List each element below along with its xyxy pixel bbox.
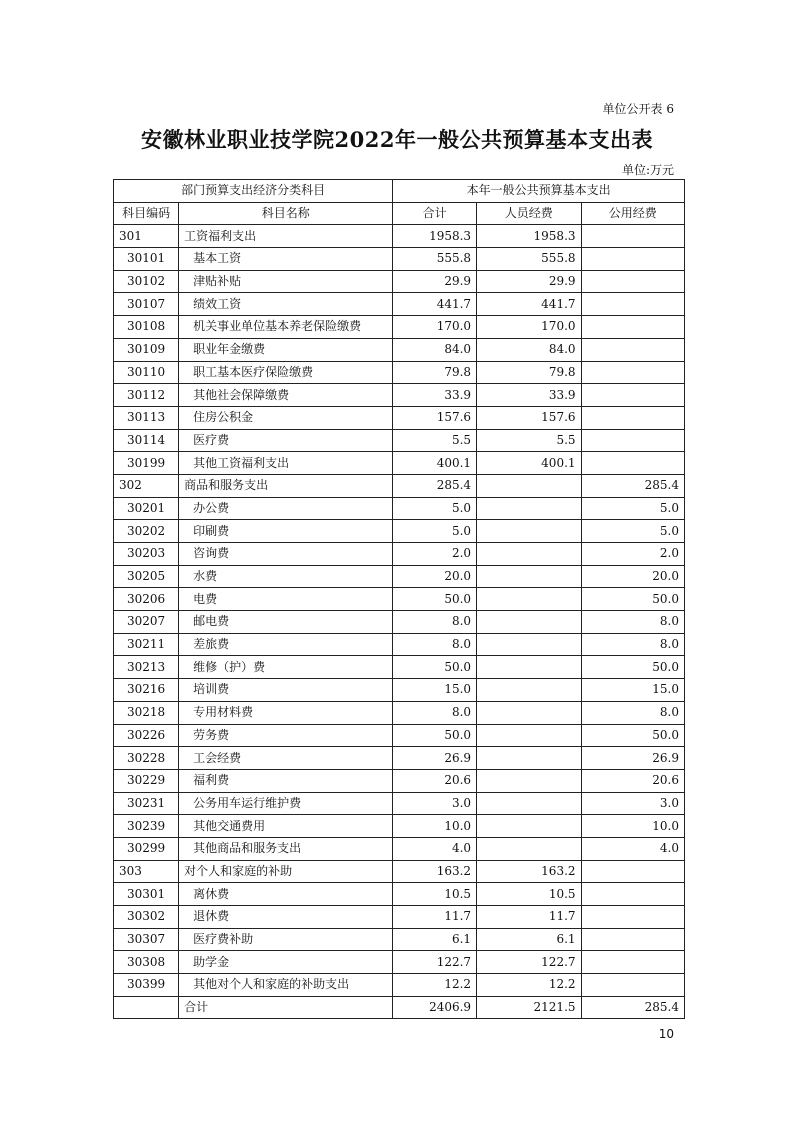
cell-name: 福利费 (179, 769, 393, 792)
cell-public: 8.0 (581, 633, 684, 656)
cell-public: 2.0 (581, 543, 684, 566)
table-row (114, 883, 685, 906)
page-number: 10 (658, 1027, 674, 1041)
cell-personnel (477, 588, 581, 611)
table-row (114, 860, 685, 883)
cell-personnel (477, 656, 581, 679)
cell-total: 5.5 (393, 429, 477, 452)
table-row (114, 928, 685, 951)
cell-public: 3.0 (581, 792, 684, 815)
cell-public: 15.0 (581, 679, 684, 702)
table-row (114, 338, 685, 361)
table-body (114, 225, 685, 996)
cell-personnel: 157.6 (477, 406, 581, 429)
table-row (114, 361, 685, 384)
cell-total: 157.6 (393, 406, 477, 429)
cell-total: 50.0 (393, 724, 477, 747)
cell-name: 公务用车运行维护费 (179, 792, 393, 815)
cell-code: 30201 (114, 497, 179, 520)
cell-code: 30112 (114, 384, 179, 407)
cell-code: 30308 (114, 951, 179, 974)
table-row (114, 611, 685, 634)
cell-total: 400.1 (393, 452, 477, 475)
cell-total: 122.7 (393, 951, 477, 974)
table-row (114, 792, 685, 815)
cell-code: 30203 (114, 543, 179, 566)
header-classification: 部门预算支出经济分类科目 (114, 180, 393, 203)
cell-personnel (477, 837, 581, 860)
cell-name: 差旅费 (179, 633, 393, 656)
cell-public (581, 293, 684, 316)
cell-total: 79.8 (393, 361, 477, 384)
cell-public: 285.4 (581, 474, 684, 497)
header-code: 科目编码 (114, 202, 179, 225)
table-row (114, 474, 685, 497)
cell-personnel (477, 633, 581, 656)
cell-total: 15.0 (393, 679, 477, 702)
cell-public (581, 951, 684, 974)
cell-total: 10.0 (393, 815, 477, 838)
cell-personnel: 170.0 (477, 316, 581, 339)
cell-code: 303 (114, 860, 179, 883)
cell-total: 84.0 (393, 338, 477, 361)
table-row (114, 588, 685, 611)
budget-table (113, 179, 685, 1019)
cell-name: 工会经费 (179, 747, 393, 770)
cell-name: 工资福利支出 (179, 225, 393, 248)
cell-public: 20.6 (581, 769, 684, 792)
cell-personnel: 1958.3 (477, 225, 581, 248)
cell-total: 6.1 (393, 928, 477, 951)
table-row (114, 633, 685, 656)
cell-name: 印刷费 (179, 520, 393, 543)
table-row (114, 656, 685, 679)
cell-total: 2.0 (393, 543, 477, 566)
cell-personnel: 400.1 (477, 452, 581, 475)
cell-code: 30205 (114, 565, 179, 588)
cell-name: 基本工资 (179, 248, 393, 271)
totals-row (114, 996, 685, 1019)
cell-personnel (477, 769, 581, 792)
cell-total: 29.9 (393, 270, 477, 293)
header-basic-expenditure: 本年一般公共预算基本支出 (393, 180, 685, 203)
cell-personnel: 33.9 (477, 384, 581, 407)
cell-code: 30213 (114, 656, 179, 679)
cell-public (581, 860, 684, 883)
cell-code: 30206 (114, 588, 179, 611)
cell-public (581, 906, 684, 929)
cell-code: 301 (114, 225, 179, 248)
table-row (114, 248, 685, 271)
cell-total: 5.0 (393, 520, 477, 543)
cell-name: 津贴补贴 (179, 270, 393, 293)
cell-personnel (477, 792, 581, 815)
table-row (114, 520, 685, 543)
table-row (114, 543, 685, 566)
cell-personnel (477, 747, 581, 770)
cell-total: 285.4 (393, 474, 477, 497)
cell-public (581, 248, 684, 271)
cell-public (581, 429, 684, 452)
cell-code: 30207 (114, 611, 179, 634)
cell-public (581, 316, 684, 339)
cell-personnel: 11.7 (477, 906, 581, 929)
cell-name: 助学金 (179, 951, 393, 974)
table-row (114, 974, 685, 997)
table-number-note: 单位公开表 6 (602, 102, 674, 116)
table-row (114, 497, 685, 520)
cell-name: 专用材料费 (179, 701, 393, 724)
cell-name: 职工基本医疗保险缴费 (179, 361, 393, 384)
header-public: 公用经费 (581, 202, 684, 225)
cell-name: 其他对个人和家庭的补助支出 (179, 974, 393, 997)
cell-name: 培训费 (179, 679, 393, 702)
table-row (114, 429, 685, 452)
table-row (114, 906, 685, 929)
page-title: 安徽林业职业技学院2022年一般公共预算基本支出表 (141, 127, 653, 152)
header-name: 科目名称 (179, 202, 393, 225)
cell-public (581, 384, 684, 407)
cell-name: 绩效工资 (179, 293, 393, 316)
table-row (114, 679, 685, 702)
header-column-row (114, 202, 685, 225)
cell-code: 30199 (114, 452, 179, 475)
table-row (114, 384, 685, 407)
cell-public (581, 270, 684, 293)
cell-public: 50.0 (581, 588, 684, 611)
cell-code: 30109 (114, 338, 179, 361)
table-row (114, 452, 685, 475)
table-row (114, 724, 685, 747)
cell-personnel: 163.2 (477, 860, 581, 883)
cell-name: 劳务费 (179, 724, 393, 747)
cell-name: 医疗费补助 (179, 928, 393, 951)
table-row (114, 815, 685, 838)
cell-personnel (477, 815, 581, 838)
cell-name: 邮电费 (179, 611, 393, 634)
cell-public (581, 974, 684, 997)
cell-name: 其他交通费用 (179, 815, 393, 838)
cell-total: 555.8 (393, 248, 477, 271)
cell-public: 4.0 (581, 837, 684, 860)
cell-personnel (477, 724, 581, 747)
cell-code: 30229 (114, 769, 179, 792)
cell-total: 3.0 (393, 792, 477, 815)
totals-public: 285.4 (581, 996, 684, 1019)
cell-code: 30114 (114, 429, 179, 452)
cell-name: 离休费 (179, 883, 393, 906)
cell-name: 住房公积金 (179, 406, 393, 429)
cell-code: 30228 (114, 747, 179, 770)
cell-public: 10.0 (581, 815, 684, 838)
header-total: 合计 (393, 202, 477, 225)
cell-name: 其他工资福利支出 (179, 452, 393, 475)
cell-code: 30302 (114, 906, 179, 929)
totals-code (114, 996, 179, 1019)
cell-public (581, 406, 684, 429)
table-row (114, 406, 685, 429)
cell-personnel: 441.7 (477, 293, 581, 316)
cell-personnel: 122.7 (477, 951, 581, 974)
cell-total: 5.0 (393, 497, 477, 520)
cell-code: 30110 (114, 361, 179, 384)
cell-name: 水费 (179, 565, 393, 588)
cell-personnel: 5.5 (477, 429, 581, 452)
cell-total: 4.0 (393, 837, 477, 860)
cell-public (581, 883, 684, 906)
table-row (114, 316, 685, 339)
cell-personnel (477, 611, 581, 634)
totals-total: 2406.9 (393, 996, 477, 1019)
cell-public (581, 338, 684, 361)
cell-total: 50.0 (393, 656, 477, 679)
cell-code: 30107 (114, 293, 179, 316)
cell-name: 维修（护）费 (179, 656, 393, 679)
cell-name: 职业年金缴费 (179, 338, 393, 361)
cell-personnel (477, 701, 581, 724)
cell-public: 50.0 (581, 656, 684, 679)
cell-total: 12.2 (393, 974, 477, 997)
table-row (114, 747, 685, 770)
cell-public (581, 361, 684, 384)
cell-total: 1958.3 (393, 225, 477, 248)
cell-total: 26.9 (393, 747, 477, 770)
cell-public: 20.0 (581, 565, 684, 588)
cell-code: 30299 (114, 837, 179, 860)
cell-public: 5.0 (581, 497, 684, 520)
cell-personnel: 555.8 (477, 248, 581, 271)
cell-code: 30113 (114, 406, 179, 429)
cell-public (581, 928, 684, 951)
cell-public: 8.0 (581, 611, 684, 634)
cell-total: 33.9 (393, 384, 477, 407)
cell-personnel: 79.8 (477, 361, 581, 384)
cell-personnel (477, 497, 581, 520)
cell-total: 8.0 (393, 611, 477, 634)
cell-code: 30231 (114, 792, 179, 815)
cell-total: 50.0 (393, 588, 477, 611)
cell-code: 30102 (114, 270, 179, 293)
unit-label: 单位:万元 (621, 163, 674, 177)
table-row (114, 837, 685, 860)
cell-code: 30101 (114, 248, 179, 271)
header-personnel: 人员经费 (477, 202, 581, 225)
cell-code: 30216 (114, 679, 179, 702)
totals-label: 合计 (179, 996, 393, 1019)
cell-name: 商品和服务支出 (179, 474, 393, 497)
cell-personnel (477, 679, 581, 702)
cell-total: 170.0 (393, 316, 477, 339)
cell-public: 50.0 (581, 724, 684, 747)
table-row (114, 293, 685, 316)
table-row (114, 565, 685, 588)
cell-code: 30108 (114, 316, 179, 339)
cell-public: 8.0 (581, 701, 684, 724)
cell-total: 441.7 (393, 293, 477, 316)
cell-code: 30211 (114, 633, 179, 656)
cell-code: 30239 (114, 815, 179, 838)
cell-code: 30399 (114, 974, 179, 997)
cell-name: 对个人和家庭的补助 (179, 860, 393, 883)
cell-name: 咨询费 (179, 543, 393, 566)
table-row (114, 769, 685, 792)
cell-code: 30307 (114, 928, 179, 951)
cell-public (581, 225, 684, 248)
cell-total: 8.0 (393, 633, 477, 656)
cell-name: 机关事业单位基本养老保险缴费 (179, 316, 393, 339)
cell-public (581, 452, 684, 475)
totals-personnel: 2121.5 (477, 996, 581, 1019)
cell-personnel: 84.0 (477, 338, 581, 361)
cell-personnel (477, 474, 581, 497)
cell-total: 163.2 (393, 860, 477, 883)
cell-personnel: 6.1 (477, 928, 581, 951)
cell-name: 办公费 (179, 497, 393, 520)
cell-name: 医疗费 (179, 429, 393, 452)
cell-total: 8.0 (393, 701, 477, 724)
cell-personnel: 10.5 (477, 883, 581, 906)
cell-public: 26.9 (581, 747, 684, 770)
cell-code: 30202 (114, 520, 179, 543)
cell-total: 20.0 (393, 565, 477, 588)
cell-name: 退休费 (179, 906, 393, 929)
table-row (114, 951, 685, 974)
table-row (114, 701, 685, 724)
cell-code: 302 (114, 474, 179, 497)
cell-name: 其他社会保障缴费 (179, 384, 393, 407)
cell-personnel (477, 543, 581, 566)
cell-personnel (477, 520, 581, 543)
cell-total: 20.6 (393, 769, 477, 792)
cell-personnel: 12.2 (477, 974, 581, 997)
header-group-row (114, 180, 685, 203)
table-row (114, 225, 685, 248)
cell-code: 30218 (114, 701, 179, 724)
cell-name: 其他商品和服务支出 (179, 837, 393, 860)
cell-personnel: 29.9 (477, 270, 581, 293)
cell-public: 5.0 (581, 520, 684, 543)
cell-code: 30301 (114, 883, 179, 906)
cell-personnel (477, 565, 581, 588)
cell-total: 11.7 (393, 906, 477, 929)
cell-name: 电费 (179, 588, 393, 611)
table-row (114, 270, 685, 293)
cell-total: 10.5 (393, 883, 477, 906)
cell-code: 30226 (114, 724, 179, 747)
